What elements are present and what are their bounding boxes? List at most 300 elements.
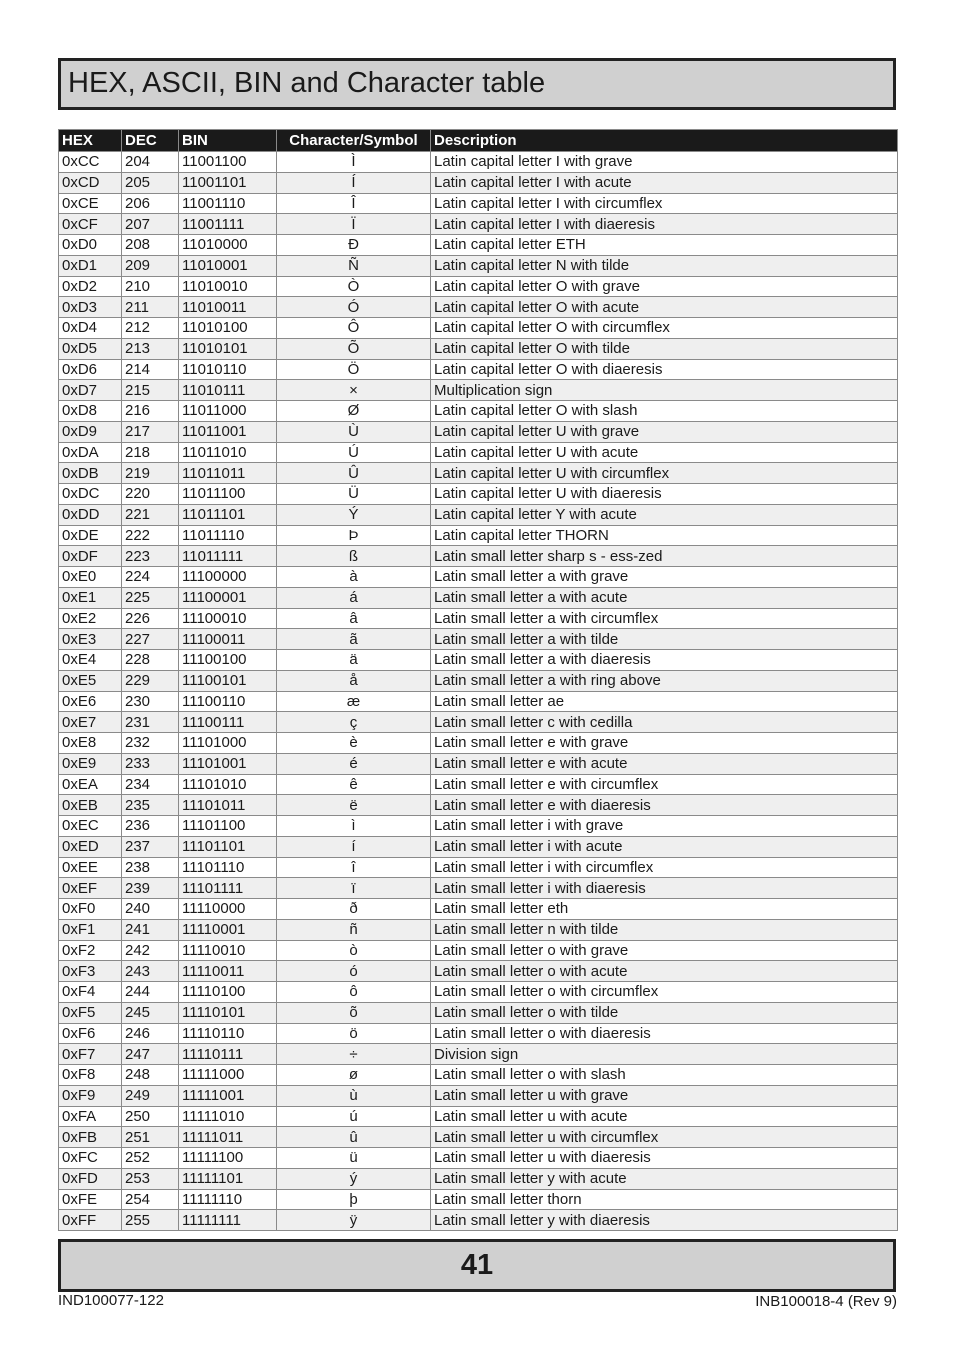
cell-hex: 0xE3 <box>59 629 122 650</box>
cell-description: Latin small letter y with diaeresis <box>431 1210 898 1231</box>
cell-hex: 0xF6 <box>59 1023 122 1044</box>
cell-hex: 0xDD <box>59 504 122 525</box>
cell-dec: 219 <box>122 463 179 484</box>
cell-character: ý <box>277 1168 431 1189</box>
cell-bin: 11100111 <box>179 712 277 733</box>
cell-bin: 11101001 <box>179 753 277 774</box>
cell-dec: 240 <box>122 899 179 920</box>
cell-hex: 0xDE <box>59 525 122 546</box>
cell-bin: 11100000 <box>179 567 277 588</box>
table-row <box>59 504 898 525</box>
table-row <box>59 152 898 173</box>
table-row <box>59 1023 898 1044</box>
cell-hex: 0xE4 <box>59 650 122 671</box>
cell-bin: 11011000 <box>179 401 277 422</box>
cell-bin: 11110011 <box>179 961 277 982</box>
cell-hex: 0xEE <box>59 857 122 878</box>
table-row <box>59 442 898 463</box>
cell-character: î <box>277 857 431 878</box>
cell-hex: 0xD6 <box>59 359 122 380</box>
cell-description: Latin small letter a with ring above <box>431 670 898 691</box>
cell-description: Latin small letter i with grave <box>431 816 898 837</box>
cell-bin: 11110100 <box>179 982 277 1003</box>
cell-description: Latin small letter eth <box>431 899 898 920</box>
table-row <box>59 525 898 546</box>
table-row <box>59 691 898 712</box>
cell-hex: 0xCC <box>59 152 122 173</box>
cell-dec: 245 <box>122 1002 179 1023</box>
cell-description: Latin small letter a with diaeresis <box>431 650 898 671</box>
cell-dec: 247 <box>122 1044 179 1065</box>
table-row <box>59 733 898 754</box>
table-row <box>59 421 898 442</box>
cell-hex: 0xCD <box>59 172 122 193</box>
table-row <box>59 172 898 193</box>
cell-character: ó <box>277 961 431 982</box>
cell-description: Latin small letter sharp s - ess-zed <box>431 546 898 567</box>
cell-bin: 11010110 <box>179 359 277 380</box>
column-header-character: Character/Symbol <box>277 130 431 152</box>
cell-character: Ó <box>277 297 431 318</box>
cell-bin: 11011100 <box>179 484 277 505</box>
cell-hex: 0xFF <box>59 1210 122 1231</box>
cell-hex: 0xFD <box>59 1168 122 1189</box>
cell-bin: 11010100 <box>179 318 277 339</box>
cell-dec: 249 <box>122 1085 179 1106</box>
table-row <box>59 318 898 339</box>
cell-character: Í <box>277 172 431 193</box>
cell-dec: 242 <box>122 940 179 961</box>
table-row <box>59 670 898 691</box>
cell-bin: 11011010 <box>179 442 277 463</box>
cell-character: Î <box>277 193 431 214</box>
column-header-description: Description <box>431 130 898 152</box>
cell-character: ì <box>277 816 431 837</box>
cell-bin: 11101101 <box>179 836 277 857</box>
cell-description: Latin capital letter O with circumflex <box>431 318 898 339</box>
cell-character: Ö <box>277 359 431 380</box>
cell-dec: 211 <box>122 297 179 318</box>
cell-description: Latin small letter y with acute <box>431 1168 898 1189</box>
cell-hex: 0xD1 <box>59 255 122 276</box>
cell-bin: 11001101 <box>179 172 277 193</box>
cell-description: Latin capital letter O with slash <box>431 401 898 422</box>
cell-bin: 11100100 <box>179 650 277 671</box>
table-row <box>59 650 898 671</box>
cell-bin: 11001111 <box>179 214 277 235</box>
cell-description: Latin small letter o with grave <box>431 940 898 961</box>
cell-bin: 11011011 <box>179 463 277 484</box>
cell-dec: 222 <box>122 525 179 546</box>
cell-bin: 11001110 <box>179 193 277 214</box>
cell-bin: 11010011 <box>179 297 277 318</box>
cell-description: Multiplication sign <box>431 380 898 401</box>
cell-description: Latin small letter a with circumflex <box>431 608 898 629</box>
cell-hex: 0xEB <box>59 795 122 816</box>
cell-character: ï <box>277 878 431 899</box>
cell-bin: 11011110 <box>179 525 277 546</box>
cell-description: Latin small letter u with circumflex <box>431 1127 898 1148</box>
cell-dec: 214 <box>122 359 179 380</box>
cell-description: Latin small letter o with circumflex <box>431 982 898 1003</box>
cell-description: Latin small letter a with acute <box>431 587 898 608</box>
character-table <box>58 129 898 1231</box>
cell-hex: 0xFC <box>59 1148 122 1169</box>
table-row <box>59 1168 898 1189</box>
cell-bin: 11100110 <box>179 691 277 712</box>
cell-dec: 250 <box>122 1106 179 1127</box>
cell-description: Latin small letter u with acute <box>431 1106 898 1127</box>
cell-dec: 216 <box>122 401 179 422</box>
column-header-bin: BIN <box>179 130 277 152</box>
cell-bin: 11010000 <box>179 235 277 256</box>
cell-hex: 0xE7 <box>59 712 122 733</box>
cell-dec: 217 <box>122 421 179 442</box>
cell-hex: 0xF4 <box>59 982 122 1003</box>
cell-bin: 11110111 <box>179 1044 277 1065</box>
cell-character: õ <box>277 1002 431 1023</box>
cell-character: Ù <box>277 421 431 442</box>
table-row <box>59 629 898 650</box>
cell-dec: 251 <box>122 1127 179 1148</box>
table-body <box>59 152 898 1231</box>
cell-hex: 0xE6 <box>59 691 122 712</box>
cell-bin: 11101111 <box>179 878 277 899</box>
cell-character: ê <box>277 774 431 795</box>
cell-description: Latin capital letter I with diaeresis <box>431 214 898 235</box>
cell-hex: 0xE2 <box>59 608 122 629</box>
cell-dec: 204 <box>122 152 179 173</box>
table-header-row <box>59 130 898 152</box>
cell-character: ô <box>277 982 431 1003</box>
cell-bin: 11100001 <box>179 587 277 608</box>
cell-description: Latin small letter c with cedilla <box>431 712 898 733</box>
cell-character: í <box>277 836 431 857</box>
cell-description: Latin small letter o with tilde <box>431 1002 898 1023</box>
cell-bin: 11110001 <box>179 919 277 940</box>
cell-dec: 246 <box>122 1023 179 1044</box>
cell-bin: 11111011 <box>179 1127 277 1148</box>
cell-description: Latin capital letter O with grave <box>431 276 898 297</box>
cell-dec: 227 <box>122 629 179 650</box>
cell-hex: 0xFE <box>59 1189 122 1210</box>
cell-bin: 11101010 <box>179 774 277 795</box>
cell-character: è <box>277 733 431 754</box>
cell-dec: 255 <box>122 1210 179 1231</box>
cell-dec: 210 <box>122 276 179 297</box>
cell-character: Õ <box>277 338 431 359</box>
cell-character: å <box>277 670 431 691</box>
cell-dec: 234 <box>122 774 179 795</box>
cell-description: Latin capital letter U with acute <box>431 442 898 463</box>
cell-bin: 11010001 <box>179 255 277 276</box>
cell-character: Ü <box>277 484 431 505</box>
table-row <box>59 1106 898 1127</box>
table-row <box>59 961 898 982</box>
cell-character: Ñ <box>277 255 431 276</box>
cell-dec: 238 <box>122 857 179 878</box>
cell-description: Latin capital letter O with diaeresis <box>431 359 898 380</box>
table-row <box>59 463 898 484</box>
cell-hex: 0xE0 <box>59 567 122 588</box>
cell-dec: 212 <box>122 318 179 339</box>
cell-dec: 254 <box>122 1189 179 1210</box>
cell-character: ü <box>277 1148 431 1169</box>
cell-description: Latin small letter i with diaeresis <box>431 878 898 899</box>
cell-dec: 213 <box>122 338 179 359</box>
cell-dec: 209 <box>122 255 179 276</box>
cell-description: Latin small letter o with diaeresis <box>431 1023 898 1044</box>
cell-hex: 0xF8 <box>59 1065 122 1086</box>
cell-bin: 11110010 <box>179 940 277 961</box>
cell-character: ò <box>277 940 431 961</box>
cell-bin: 11011001 <box>179 421 277 442</box>
cell-description: Latin capital letter N with tilde <box>431 255 898 276</box>
cell-description: Latin capital letter THORN <box>431 525 898 546</box>
cell-hex: 0xEF <box>59 878 122 899</box>
cell-description: Latin capital letter O with acute <box>431 297 898 318</box>
cell-hex: 0xD8 <box>59 401 122 422</box>
cell-dec: 241 <box>122 919 179 940</box>
cell-character: ë <box>277 795 431 816</box>
cell-description: Latin small letter ae <box>431 691 898 712</box>
cell-character: Ì <box>277 152 431 173</box>
cell-dec: 248 <box>122 1065 179 1086</box>
table-row <box>59 1065 898 1086</box>
cell-bin: 11101110 <box>179 857 277 878</box>
cell-hex: 0xD5 <box>59 338 122 359</box>
cell-hex: 0xDB <box>59 463 122 484</box>
cell-dec: 252 <box>122 1148 179 1169</box>
cell-character: ß <box>277 546 431 567</box>
cell-hex: 0xCF <box>59 214 122 235</box>
cell-bin: 11111110 <box>179 1189 277 1210</box>
cell-hex: 0xF9 <box>59 1085 122 1106</box>
page-number: 41 <box>460 1249 494 1281</box>
table-row <box>59 982 898 1003</box>
table-row <box>59 1189 898 1210</box>
cell-character: Ý <box>277 504 431 525</box>
cell-character: × <box>277 380 431 401</box>
table-row <box>59 712 898 733</box>
page-number-box <box>58 1239 896 1292</box>
cell-description: Latin small letter i with acute <box>431 836 898 857</box>
cell-bin: 11011101 <box>179 504 277 525</box>
table-row <box>59 255 898 276</box>
cell-hex: 0xD0 <box>59 235 122 256</box>
cell-description: Latin small letter u with diaeresis <box>431 1148 898 1169</box>
cell-character: Ú <box>277 442 431 463</box>
cell-bin: 11010111 <box>179 380 277 401</box>
cell-bin: 11010101 <box>179 338 277 359</box>
cell-hex: 0xFB <box>59 1127 122 1148</box>
cell-description: Latin capital letter I with grave <box>431 152 898 173</box>
cell-character: æ <box>277 691 431 712</box>
cell-bin: 11101100 <box>179 816 277 837</box>
cell-description: Latin capital letter Y with acute <box>431 504 898 525</box>
cell-hex: 0xD7 <box>59 380 122 401</box>
cell-character: Þ <box>277 525 431 546</box>
page-title: HEX, ASCII, BIN and Character table <box>68 67 546 99</box>
page-header <box>58 58 896 110</box>
cell-description: Latin small letter u with grave <box>431 1085 898 1106</box>
cell-description: Latin capital letter U with grave <box>431 421 898 442</box>
cell-description: Latin small letter e with circumflex <box>431 774 898 795</box>
cell-hex: 0xE1 <box>59 587 122 608</box>
cell-bin: 11111101 <box>179 1168 277 1189</box>
table-row <box>59 795 898 816</box>
cell-character: ú <box>277 1106 431 1127</box>
cell-character: Ø <box>277 401 431 422</box>
cell-bin: 11101011 <box>179 795 277 816</box>
cell-hex: 0xD9 <box>59 421 122 442</box>
cell-character: ù <box>277 1085 431 1106</box>
cell-description: Latin small letter o with acute <box>431 961 898 982</box>
table-row <box>59 297 898 318</box>
table-row <box>59 836 898 857</box>
table-row <box>59 774 898 795</box>
cell-character: þ <box>277 1189 431 1210</box>
cell-hex: 0xFA <box>59 1106 122 1127</box>
cell-bin: 11100011 <box>179 629 277 650</box>
cell-character: ÷ <box>277 1044 431 1065</box>
table-row <box>59 587 898 608</box>
cell-character: ã <box>277 629 431 650</box>
cell-dec: 236 <box>122 816 179 837</box>
cell-description: Latin small letter e with diaeresis <box>431 795 898 816</box>
cell-bin: 11111001 <box>179 1085 277 1106</box>
table-row <box>59 484 898 505</box>
table-row <box>59 567 898 588</box>
cell-bin: 11111111 <box>179 1210 277 1231</box>
cell-hex: 0xD4 <box>59 318 122 339</box>
cell-description: Latin capital letter U with circumflex <box>431 463 898 484</box>
cell-hex: 0xEA <box>59 774 122 795</box>
table-row <box>59 899 898 920</box>
cell-description: Latin capital letter I with circumflex <box>431 193 898 214</box>
cell-character: ñ <box>277 919 431 940</box>
cell-hex: 0xF2 <box>59 940 122 961</box>
table-row <box>59 816 898 837</box>
cell-hex: 0xDF <box>59 546 122 567</box>
table-row <box>59 857 898 878</box>
cell-hex: 0xF7 <box>59 1044 122 1065</box>
cell-hex: 0xD2 <box>59 276 122 297</box>
cell-dec: 206 <box>122 193 179 214</box>
cell-hex: 0xD3 <box>59 297 122 318</box>
cell-description: Latin capital letter U with diaeresis <box>431 484 898 505</box>
cell-hex: 0xE8 <box>59 733 122 754</box>
cell-description: Latin capital letter ETH <box>431 235 898 256</box>
cell-bin: 11111100 <box>179 1148 277 1169</box>
cell-description: Latin small letter a with grave <box>431 567 898 588</box>
cell-dec: 205 <box>122 172 179 193</box>
cell-dec: 235 <box>122 795 179 816</box>
table-row <box>59 546 898 567</box>
table-row <box>59 940 898 961</box>
cell-dec: 231 <box>122 712 179 733</box>
table-row <box>59 1085 898 1106</box>
cell-bin: 11010010 <box>179 276 277 297</box>
cell-dec: 218 <box>122 442 179 463</box>
cell-hex: 0xDA <box>59 442 122 463</box>
table-row <box>59 753 898 774</box>
cell-description: Latin capital letter O with tilde <box>431 338 898 359</box>
cell-dec: 223 <box>122 546 179 567</box>
cell-character: é <box>277 753 431 774</box>
cell-hex: 0xE5 <box>59 670 122 691</box>
table-row <box>59 276 898 297</box>
cell-bin: 11100010 <box>179 608 277 629</box>
cell-dec: 233 <box>122 753 179 774</box>
cell-character: Ð <box>277 235 431 256</box>
cell-dec: 228 <box>122 650 179 671</box>
cell-dec: 226 <box>122 608 179 629</box>
cell-bin: 11110110 <box>179 1023 277 1044</box>
cell-bin: 11111010 <box>179 1106 277 1127</box>
cell-dec: 244 <box>122 982 179 1003</box>
table-row <box>59 359 898 380</box>
cell-dec: 220 <box>122 484 179 505</box>
table-row <box>59 1148 898 1169</box>
table-row <box>59 401 898 422</box>
cell-character: ø <box>277 1065 431 1086</box>
column-header-dec: DEC <box>122 130 179 152</box>
table-row <box>59 1127 898 1148</box>
cell-description: Latin small letter n with tilde <box>431 919 898 940</box>
cell-character: ä <box>277 650 431 671</box>
cell-dec: 224 <box>122 567 179 588</box>
cell-hex: 0xCE <box>59 193 122 214</box>
cell-description: Latin small letter e with acute <box>431 753 898 774</box>
cell-hex: 0xDC <box>59 484 122 505</box>
cell-description: Latin small letter thorn <box>431 1189 898 1210</box>
table-row <box>59 1002 898 1023</box>
table-row <box>59 380 898 401</box>
cell-hex: 0xED <box>59 836 122 857</box>
table-row <box>59 235 898 256</box>
cell-dec: 229 <box>122 670 179 691</box>
footer-document-code: IND100077-122 <box>58 1292 164 1309</box>
cell-dec: 253 <box>122 1168 179 1189</box>
cell-character: ç <box>277 712 431 733</box>
cell-dec: 208 <box>122 235 179 256</box>
cell-dec: 232 <box>122 733 179 754</box>
cell-bin: 11111000 <box>179 1065 277 1086</box>
cell-character: Ô <box>277 318 431 339</box>
table-row <box>59 878 898 899</box>
cell-hex: 0xF5 <box>59 1002 122 1023</box>
cell-character: Ò <box>277 276 431 297</box>
cell-dec: 221 <box>122 504 179 525</box>
cell-bin: 11011111 <box>179 546 277 567</box>
cell-character: â <box>277 608 431 629</box>
table-row <box>59 1044 898 1065</box>
cell-hex: 0xE9 <box>59 753 122 774</box>
cell-description: Latin small letter e with grave <box>431 733 898 754</box>
table-row <box>59 1210 898 1231</box>
cell-bin: 11110000 <box>179 899 277 920</box>
cell-hex: 0xF0 <box>59 899 122 920</box>
cell-description: Division sign <box>431 1044 898 1065</box>
cell-character: Ï <box>277 214 431 235</box>
cell-dec: 239 <box>122 878 179 899</box>
cell-bin: 11001100 <box>179 152 277 173</box>
cell-hex: 0xEC <box>59 816 122 837</box>
cell-dec: 207 <box>122 214 179 235</box>
cell-dec: 225 <box>122 587 179 608</box>
cell-hex: 0xF1 <box>59 919 122 940</box>
